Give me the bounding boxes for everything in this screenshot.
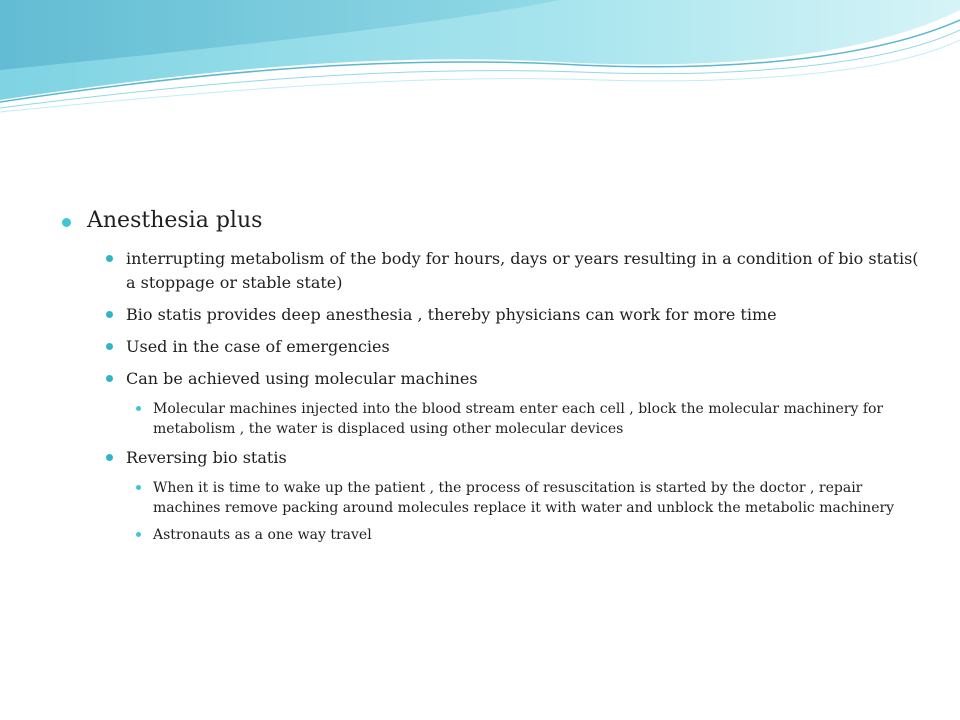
bullet-dot-icon bbox=[136, 532, 141, 537]
bullet-text: Reversing bio statis bbox=[126, 448, 287, 467]
header-wave-decoration bbox=[0, 0, 960, 120]
bullet-dot-icon bbox=[106, 311, 113, 318]
bullet-molecular-machines bbox=[62, 367, 922, 391]
bullet-text: interrupting metabolism of the body for hours, days or years resulting in a condition of bio statis( a stoppage or stable state) bbox=[126, 249, 919, 292]
bullet-text: Astronauts as a one way travel bbox=[153, 527, 372, 543]
bullet-dot-icon bbox=[136, 406, 141, 411]
bullet-text: Molecular machines injected into the blood stream enter each cell , block the molecular machinery for metabolism , the water is displaced using other molecular devices bbox=[153, 401, 884, 437]
bullet-reversing-bio-statis bbox=[62, 446, 922, 470]
bullet-dot-icon bbox=[136, 485, 141, 490]
bullet-dot-icon bbox=[106, 343, 113, 350]
bullet-text: When it is time to wake up the patient , the process of resuscitation is started by the doctor , repair machines remove packing around molecules replace it with water and unblock the metabolic machinery bbox=[153, 480, 895, 516]
subbullet-machines-injected bbox=[62, 399, 922, 439]
bullet-text: Used in the case of emergencies bbox=[126, 337, 390, 356]
bullet-emergencies bbox=[62, 335, 922, 359]
bullet-text: Anesthesia plus bbox=[87, 208, 263, 233]
bullet-text: Bio statis provides deep anesthesia , thereby physicians can work for more time bbox=[126, 305, 777, 324]
bullet-dot-icon bbox=[106, 375, 113, 382]
bullet-anesthesia-plus bbox=[62, 208, 922, 233]
slide-content bbox=[62, 208, 922, 552]
bullet-text: Can be achieved using molecular machines bbox=[126, 369, 478, 388]
bullet-interrupting-metabolism bbox=[62, 247, 922, 295]
subbullet-astronauts bbox=[62, 525, 922, 545]
bullet-dot-icon bbox=[62, 218, 71, 227]
bullet-deep-anesthesia bbox=[62, 303, 922, 327]
bullet-dot-icon bbox=[106, 255, 113, 262]
subbullet-resuscitation bbox=[62, 478, 922, 518]
bullet-dot-icon bbox=[106, 454, 113, 461]
